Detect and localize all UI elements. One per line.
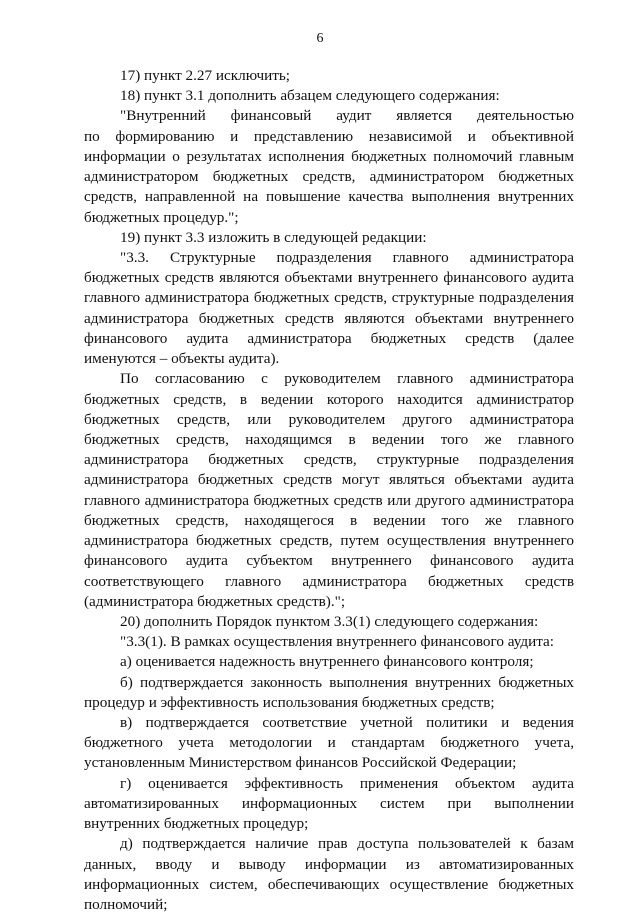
text-line: финансового аудита субъектом внутреннего финансового аудита: [84, 552, 574, 570]
text-line: именуются – объекты аудита).: [84, 350, 280, 368]
page-number: 6: [316, 31, 324, 46]
text-line: 19) пункт 3.3 изложить в следующей редакции:: [120, 228, 427, 246]
text-line: администратора бюджетных средств являются объектами внутреннего: [84, 309, 574, 327]
text-line: процедур и эффективность использования бюджетных средств;: [84, 693, 495, 711]
text-line: автоматизированных информационных систем при выполнении: [84, 794, 574, 812]
text-line: 18) пункт 3.1 дополнить абзацем следующего содержания:: [120, 87, 500, 105]
text-line: информационных систем, обеспечивающих осуществление бюджетных: [84, 875, 574, 893]
text-line: д) подтверждается наличие прав доступа пользователей к базам: [120, 835, 574, 853]
text-line: бюджетных средств, или руководителем другого администратора: [84, 410, 574, 428]
text-line: бюджетных процедур.";: [84, 208, 239, 226]
text-line: средств, направленной на повышение качества выполнения внутренних: [84, 188, 574, 206]
text-line: администратором бюджетных средств, администратором бюджетных: [84, 168, 574, 186]
text-line: (администратора бюджетных средств).";: [84, 592, 346, 610]
text-line: бюджетных средств, находящегося в ведении того же главного: [84, 511, 574, 529]
text-line: финансового аудита администратора бюджетных средств (далее: [84, 329, 574, 347]
text-line: "3.3. Структурные подразделения главного администратора: [120, 248, 574, 266]
text-line: "3.3(1). В рамках осуществления внутреннего финансового аудита:: [120, 633, 554, 651]
text-line: главного администратора бюджетных средств, структурные подразделения: [84, 289, 574, 307]
text-line: полномочий;: [84, 896, 168, 914]
text-line: по формированию и представлению независимой и объективной: [84, 127, 574, 145]
text-line: а) оценивается надежность внутреннего финансового контроля;: [120, 653, 534, 671]
text-line: администратора бюджетных средств, структурные подразделения: [84, 451, 574, 469]
text-line: соответствующего главного администратора бюджетных средств: [84, 572, 574, 590]
text-line: информации о результатах исполнения бюджетных полномочий главным: [84, 147, 574, 165]
text-line: внутренних бюджетных процедур;: [84, 815, 309, 833]
text-line: бюджетных средств, находящимся в ведении того же главного: [84, 430, 574, 448]
text-line: администратора бюджетных средств могут являться объектами аудита: [84, 471, 574, 489]
text-line: 20) дополнить Порядок пунктом 3.3(1) следующего содержания:: [120, 612, 539, 630]
text-line: По согласованию с руководителем главного администратора: [120, 370, 574, 388]
text-line: в) подтверждается соответствие учетной политики и ведения: [120, 714, 574, 732]
text-line: 17) пункт 2.27 исключить;: [120, 67, 291, 84]
text-line: данных, вводу и выводу информации из автоматизированных: [84, 855, 574, 873]
text-line: б) подтверждается законность выполнения внутренних бюджетных: [120, 673, 574, 691]
text-line: бюджетных средств, в ведении которого находится администратор: [84, 390, 574, 408]
text-line: "Внутренний финансовый аудит является деятельностью: [120, 107, 574, 125]
text-line: бюджетного учета методологии и стандартам бюджетного учета,: [84, 734, 574, 752]
text-line: администратора бюджетных средств, путем осуществления внутреннего: [84, 532, 574, 550]
text-line: главного администратора бюджетных средств или другого администратора: [84, 491, 574, 509]
text-line: бюджетных средств являются объектами внутреннего финансового аудита: [84, 269, 574, 287]
text-line: установленным Министерством финансов Российской Федерации;: [84, 754, 517, 772]
text-line: г) оценивается эффективность применения объектом аудита: [120, 774, 574, 792]
